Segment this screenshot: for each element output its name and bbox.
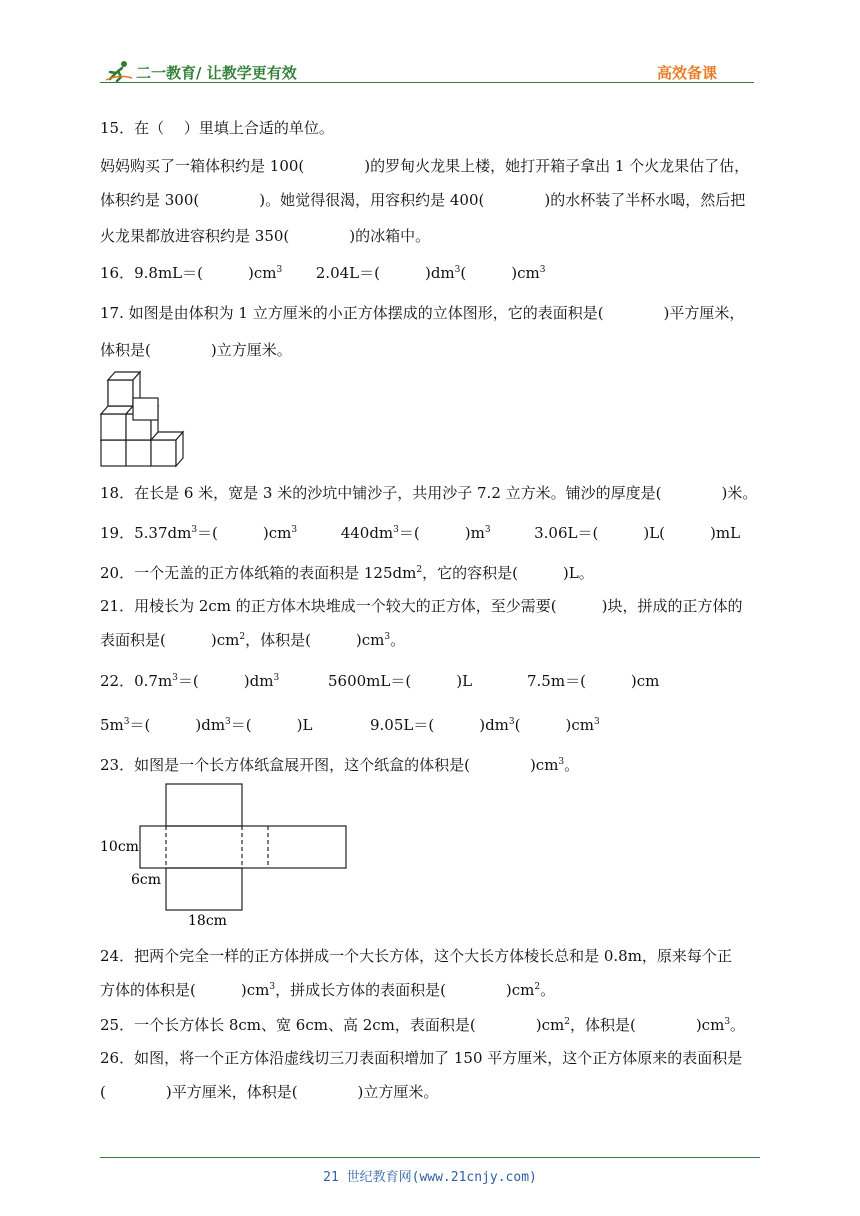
question-17-line: 体积是( )立方厘米。	[100, 341, 292, 359]
question-26-line: 26．如图，将一个正方体沿虚线切三刀表面积增加了 150 平方厘米，这个正方体原来的表面积是	[100, 1049, 743, 1067]
question-15-line: 体积约是 300( )。她觉得很渴，用容积约是 400( )的水杯装了半杯水喝，然后把	[100, 191, 746, 209]
question-15-line: 火龙果都放进容积约是 350( )的冰箱中。	[100, 227, 431, 245]
footer-divider	[100, 1157, 760, 1158]
question-24-line: 24．把两个完全一样的正方体拼成一个大长方体，这个大长方体棱长总和是 0.8m，原来每个正	[100, 947, 732, 965]
question-16-part-a: 16．9.8mL＝( )cm	[100, 264, 277, 282]
question-22-part-c: 7.5m＝( )cm	[527, 672, 660, 690]
question-24-line: 方体的体积是( )$cm^3$，拼成长方体的表面积是( )$cm^2$。	[100, 981, 556, 999]
footer-source: 21 世纪教育网(www.21cnjy.com)	[323, 1170, 537, 1185]
question-16-part-b: 2.04L＝( )dm	[315, 264, 455, 282]
header-slogan: / 让教学更有效	[196, 64, 297, 82]
question-16: 16．9.8mL＝( )$cm^3$ 2.04L＝( )$dm^3$( )$cm^3$	[100, 264, 546, 282]
question-25: 25．一个长方体长 8cm、宽 6cm、高 2cm，表面积是( )$cm^2$，体积是( )$cm^3$。	[100, 1016, 746, 1034]
question-22-row2: $5m^3=$( )$dm^3=$( )L	[100, 716, 313, 734]
header-divider	[100, 82, 754, 83]
box-net-figure	[96, 782, 356, 930]
question-19: 19．$5.37dm^3=$( )$cm^3$ $440dm^3=$( )$m^3$ 3.06L＝( )L( )mL	[100, 524, 741, 542]
question-15-line: 妈妈购买了一箱体积约是 100( )的罗甸火龙果上楼，她打开箱子拿出 1 个火龙果估了估，	[100, 157, 750, 175]
question-26-line: ( )平方厘米，体积是( )立方厘米。	[100, 1083, 439, 1101]
cube-stack-figure	[98, 366, 198, 468]
label-6cm: 6cm	[131, 872, 162, 888]
question-15-title: 15．在（ ）里填上合适的单位。	[100, 119, 334, 137]
question-21-line: 21．用棱长为 2cm 的正方体木块堆成一个较大的正方体，至少需要( )块，拼成的正方体的	[100, 597, 743, 615]
question-21-line: 表面积是( )$cm^2$，体积是( )$cm^3$。	[100, 631, 406, 649]
question-22-row1: 22．$0.7m^3=$( )$dm^3$	[100, 672, 280, 690]
question-22-part-b: 5600mL＝( )L	[328, 672, 473, 690]
question-18: 18．在长是 6 米，宽是 3 米的沙坑中铺沙子，共用沙子 7.2 立方米。铺沙的厚度是( )米。	[100, 484, 758, 502]
label-18cm: 18cm	[188, 913, 227, 929]
runner-logo-icon	[104, 60, 134, 82]
label-10cm: 10cm	[100, 839, 139, 855]
question-20: 20．一个无盖的正方体纸箱的表面积是 $125dm^2$，它的容积是( )L。	[100, 564, 594, 582]
header-tag: 高效备课	[657, 64, 718, 82]
question-17-line: 17. 如图是由体积为 1 立方厘米的小正方体摆成的立体图形，它的表面积是( )平方厘米，	[100, 304, 745, 322]
question-23: 23．如图是一个长方体纸盒展开图，这个纸盒的体积是( )$cm^3$。	[100, 756, 580, 774]
question-16-part-c: ( )cm	[460, 264, 540, 282]
question-22-part-e: 9.05L＝( )$dm^3$( )$cm^3$	[370, 716, 600, 734]
brand-name: 二一教育	[136, 64, 197, 82]
